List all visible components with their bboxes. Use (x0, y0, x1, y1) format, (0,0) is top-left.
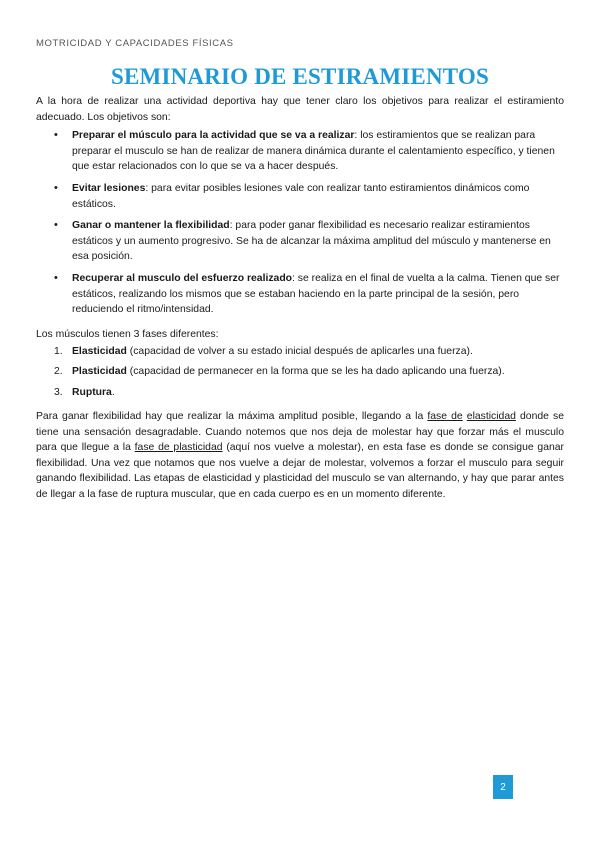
list-item (72, 218, 564, 265)
objective-text: : los estiramientos que se realizan para preparar el musculo se han de realizar de manera dinámica durante el calentamiento específico, y tienen que estar relacionados con lo que se va a hacer después. (72, 130, 555, 173)
objectives-list (36, 128, 564, 318)
phases-list (36, 344, 564, 400)
list-item (72, 128, 564, 175)
list-item (72, 181, 564, 212)
phase-term: Elasticidad (72, 346, 127, 358)
paragraph-text: (aquí nos vuelve a molestar), en esta fase es donde se consigue ganar flexibilidad. Una vez que notamos que nos vuelve a dejar de molestar, volvemos a forzar el musculo para seguir ganando flexibilidad. Las etapas de elasticidad y plasticidad del musculo se van alternando, y hay que parar antes de llegar a la fase de ruptura muscular, que en cada cuerpo es en un momento diferente. (36, 442, 564, 501)
closing-paragraph (36, 409, 564, 503)
underlined-term-elasticidad: elasticidad (466, 411, 516, 423)
objective-term: Preparar el músculo para la actividad que se va a realizar (72, 130, 355, 142)
objective-term: Ganar o mantener la flexibilidad (72, 220, 230, 232)
running-header: MOTRICIDAD Y CAPACIDADES FÍSICAS (36, 38, 234, 49)
phase-text: (capacidad de volver a su estado inicial después de aplicarles una fuerza). (126, 346, 473, 358)
underlined-term-fase-de-plasticidad: fase de plasticidad (134, 442, 223, 454)
list-number: 2. (54, 366, 63, 378)
objective-text: : se realiza en el final de vuelta a la calma. Tienen que ser estáticos, realizando los mismos que se estaban haciendo en la parte principal de la sesión, pero reduciendo el ritmo/intensidad. (72, 272, 560, 316)
phase-text: (capacidad de permanecer en la forma que se les ha dado aplicando una fuerza). (126, 366, 505, 378)
phase-term: Plasticidad (72, 366, 127, 378)
phase-text: . (111, 386, 115, 398)
intro-paragraph: A la hora de realizar una actividad deportiva hay que tener claro los objetivos para realizar el estiramiento adecuado. Los objetivos son: (36, 96, 564, 123)
phase-term: Ruptura (72, 386, 112, 398)
list-item (54, 385, 564, 401)
objective-term: Evitar lesiones (72, 182, 146, 194)
page-title: SEMINARIO DE ESTIRAMIENTOS (111, 64, 489, 89)
objective-term: Recuperar al musculo del esfuerzo realizado (72, 272, 293, 284)
page-number: 2 (500, 781, 506, 793)
underlined-term-fase-de: fase de (427, 411, 463, 423)
document-body (36, 94, 564, 503)
paragraph-text: Para ganar flexibilidad hay que realizar la máxima amplitud posible, llegando a la (36, 411, 428, 423)
paragraph-text: donde se tiene una sensación desagradable. Cuando notemos que nos deja de molestar hay que forzar más el musculo para que llegue a la (36, 411, 564, 454)
list-item (54, 364, 564, 380)
list-number: 1. (54, 346, 63, 358)
phases-intro: Los músculos tienen 3 fases diferentes: (36, 328, 219, 340)
objective-text: : para evitar posibles lesiones vale con realizar tanto estiramientos dinámicos como estáticos. (72, 182, 530, 210)
objective-text: : para poder ganar flexibilidad es necesario realizar estiramientos estáticos y un aumento progresivo. Se ha de alcanzar la máxima amplitud del músculo y mantenerse en esa posición. (72, 220, 551, 263)
page-number-badge (493, 775, 513, 799)
list-item (54, 344, 564, 360)
list-item (72, 271, 564, 318)
list-number: 3. (54, 386, 63, 398)
